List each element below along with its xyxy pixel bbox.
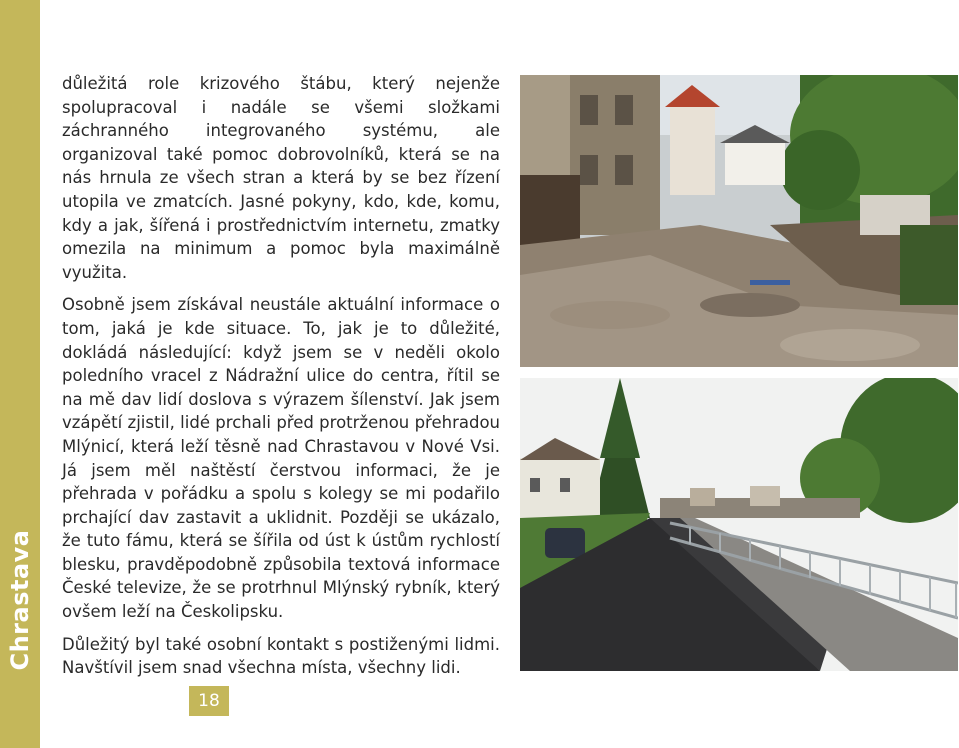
paragraph: důležitá role krizového štábu, který nejenže spolupracoval i nadále se všemi složkami záchranného integrovaného systému, ale organizoval také pomoc dobrovolníků, která se na nás hrnula ze všech stran a která by se bez řízení utopila ve zmatcích. Jasné pokyny, kdo, kde, komu, kdy a jak, šířená i prostřednictvím internetu, zmatky omezila na minimum a pomoc byla maximálně využita. [62,74,500,282]
chapter-label-text: Chrastava [6,529,34,671]
flood-damage-photo [520,75,958,367]
repaired-road-photo [520,378,958,671]
paragraph: Důležitý byl také osobní kontakt s postiženými lidmi. Navštívil jsem snad všechna místa, všechny lidi. [62,634,500,678]
chapter-label [0,520,40,680]
article-text [62,72,500,680]
page-number: 18 [189,686,229,716]
paragraph: Osobně jsem získával neustále aktuální informace o tom, jaká je kde situace. To, jak je to důležité, dokládá následující: když jsem se v neděli okolo poledního vracel z Nádražní ulice do centra, řítil se na mě dav lidí doslova s výrazem šílenství. Jak jsem vzápětí zjistil, lidé prchali před protrženou přehradou Mlýnicí, která leží těsně nad Chrastavou v Nové Vsi. Já jsem měl naštěstí čerstvou informaci, že je přehrada v pořádku a spolu s kolegy se mi podařilo prchající dav zastavit a uklidnit. Později se ukázalo, že tuto fámu, která se šířila od úst k ústům rychlostí blesku, pravděpodobně způsobila textová informace České televize, že se protrhnul Mlýnský rybník, který ovšem leží na Českolipsku. [62,295,500,622]
